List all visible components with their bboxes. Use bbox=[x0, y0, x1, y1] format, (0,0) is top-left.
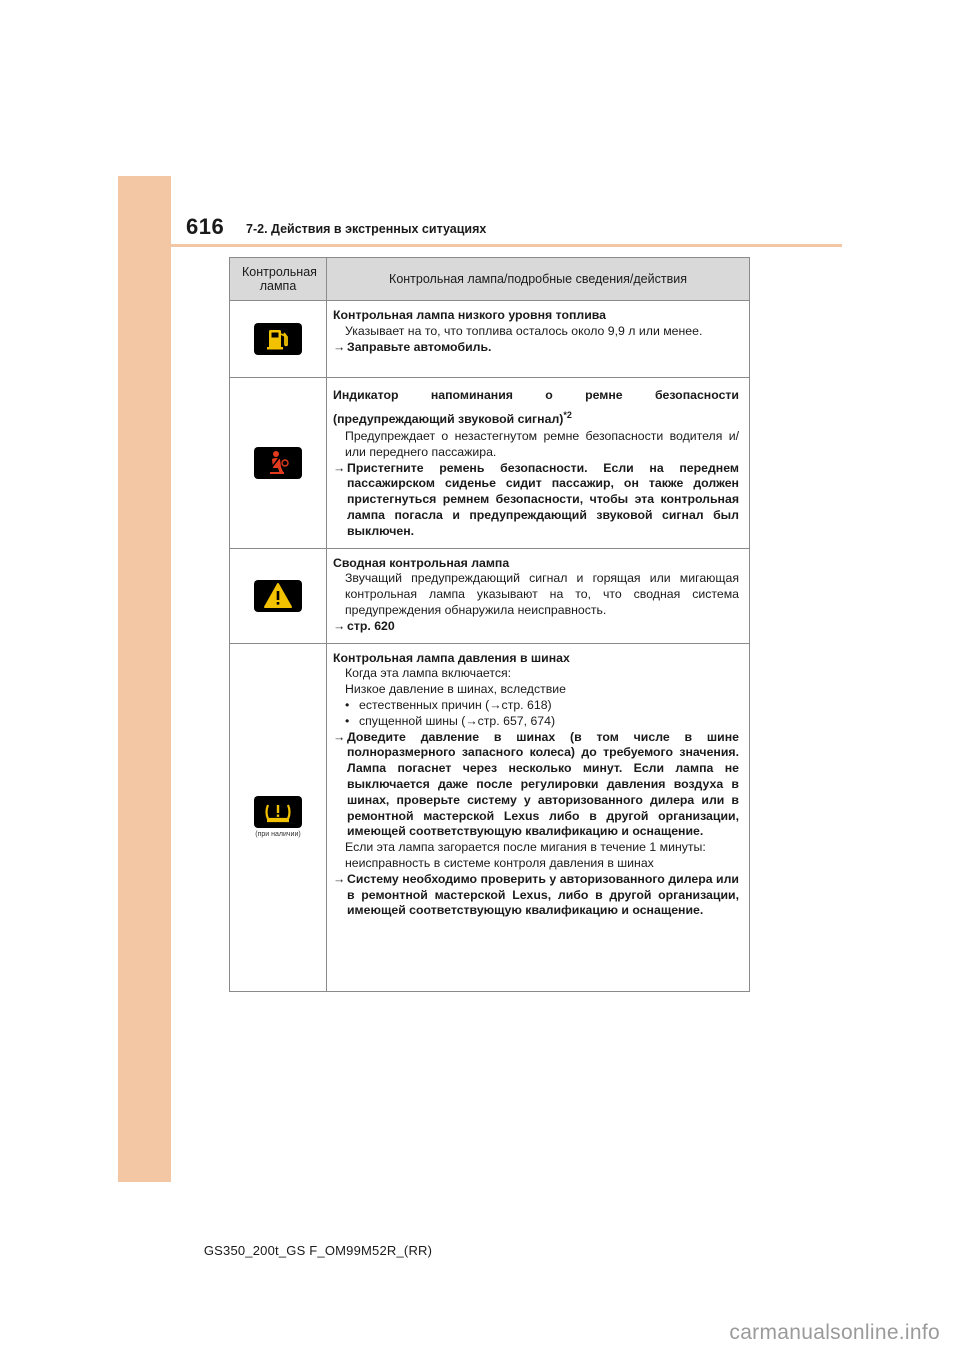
lamp-action: → Доведите давление в шинах (в том числе в шине полноразмерного запасного колеса) до требуемого значения. Лампа погаснет через несколько минут. Если лампа не выключается даже после регулировки давления воздуха в шинах, проверьте систему у авторизованного дилера или в ремонтной мастерской Lexus либо в другой организации, имеющей соответствующую квалификацию и оснащение. bbox=[333, 729, 739, 839]
lamp-title: Индикатор напоминания о ремне безопасности (предупреждающий звуковой сигнал)$^{*2}$ bbox=[333, 388, 739, 427]
lamp-action: → Пристегните ремень безопасности. Если на переднем пассажирском сиденье сидит пассажир, он также должен пристегнуться ремнем безопасности, чтобы эта контрольная лампа погасла и предупреждающий звуковой сигнал был выключен. bbox=[333, 460, 739, 538]
lamp-description bbox=[327, 548, 750, 643]
lamp-description bbox=[327, 643, 750, 991]
list-item: • естественных причин (→стр. 618) bbox=[345, 698, 552, 713]
column-header-details: Контрольная лампа/подробные сведения/действия bbox=[327, 258, 750, 301]
page-number: 616 bbox=[186, 214, 225, 239]
watermark: carmanualsonline.info bbox=[729, 1321, 940, 1344]
lamp-description bbox=[327, 378, 750, 549]
fuel-pump-icon bbox=[254, 323, 302, 355]
lamp-action: → Систему необходимо проверить у авторизованного дилера или в ремонтной мастерской Lexus, либо в другой организации, имеющей соответствующую квалификацию и оснащение. bbox=[333, 871, 739, 918]
header-rule bbox=[171, 244, 842, 247]
manual-code: GS350_200t_GS F_OM99M52R_(RR) bbox=[203, 1243, 433, 1258]
seatbelt-icon bbox=[254, 447, 302, 479]
master-warning-icon bbox=[254, 580, 302, 612]
column-header-lamp: Контрольная лампа bbox=[230, 258, 327, 301]
section-title: 7-2. Действия в экстренных ситуациях bbox=[246, 222, 487, 236]
footnote-mark: *2 bbox=[563, 410, 572, 420]
table-row bbox=[230, 548, 750, 643]
lamp-description bbox=[327, 301, 750, 378]
lamp-explanation: Звучащий предупреждающий сигнал и горящая или мигающая контрольная лампа указывают на то, что сводная система предупреждения обнаружила неисправность. bbox=[345, 571, 739, 618]
lamp-cell bbox=[230, 548, 327, 643]
table-row bbox=[230, 301, 750, 378]
lamp-explanation: Если эта лампа загорается после мигания в течение 1 минуты: bbox=[345, 840, 706, 855]
lamp-explanation: Когда эта лампа включается: bbox=[345, 666, 512, 681]
lamp-action: → стр. 620 bbox=[333, 618, 395, 633]
lamp-title: Сводная контрольная лампа bbox=[333, 555, 510, 570]
lamp-cell bbox=[230, 301, 327, 378]
lamp-explanation: Низкое давление в шинах, вследствие bbox=[345, 682, 566, 697]
lamp-explanation: Указывает на то, что топлива осталось около 9,9 л или менее. bbox=[345, 323, 703, 338]
table-header-row bbox=[230, 258, 750, 301]
lamp-cell bbox=[230, 378, 327, 549]
tire-pressure-icon bbox=[254, 796, 302, 828]
warning-lamp-table bbox=[229, 257, 750, 992]
side-tab-band bbox=[118, 176, 171, 1182]
lamp-explanation: неисправность в системе контроля давления в шинах bbox=[345, 856, 654, 871]
lamp-action: → Заправьте автомобиль. bbox=[333, 339, 492, 354]
availability-note: (при наличии) bbox=[255, 831, 301, 839]
lamp-title: Контрольная лампа давления в шинах bbox=[333, 650, 570, 665]
lamp-cell bbox=[230, 643, 327, 991]
lamp-explanation: Предупреждает о незастегнутом ремне безопасности водителя и/или переднего пассажира. bbox=[345, 429, 739, 459]
table-row bbox=[230, 643, 750, 991]
table-row bbox=[230, 378, 750, 549]
lamp-title: Контрольная лампа низкого уровня топлива bbox=[333, 308, 607, 322]
list-item: • спущенной шины (→стр. 657, 674) bbox=[345, 713, 556, 728]
